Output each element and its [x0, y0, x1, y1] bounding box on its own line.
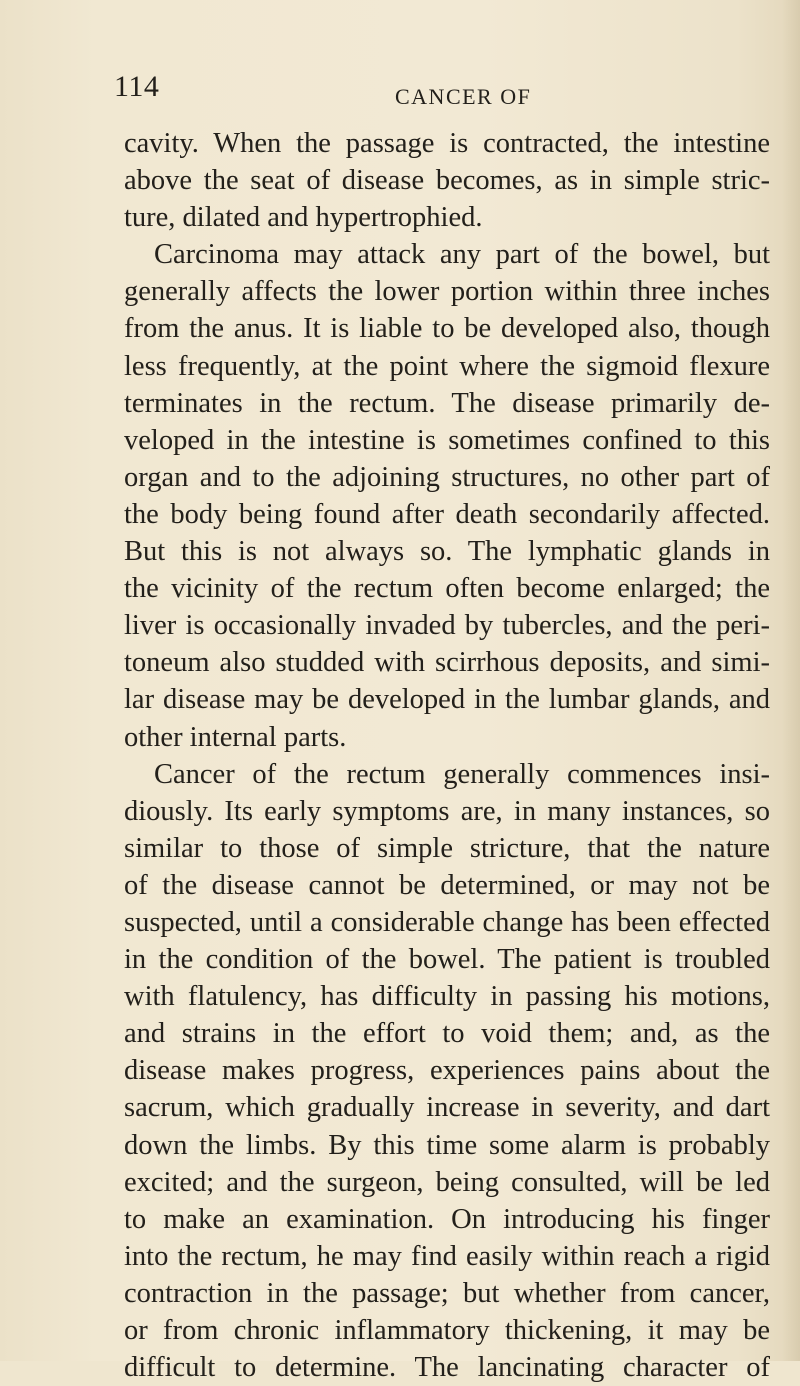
- text-line: into the rectum, he may find easily within reach a rigid: [124, 1240, 770, 1272]
- text-line: the body being found after death secondarily affected.: [124, 498, 770, 530]
- page-edge-shadow: [782, 0, 800, 1361]
- text-line: Cancer of the rectum generally commences insi-: [154, 758, 770, 790]
- text-line: suspected, until a considerable change has been effected: [124, 906, 770, 938]
- text-line: liver is occasionally invaded by tubercles, and the peri-: [124, 610, 770, 642]
- text-line: diously. Its early symptoms are, in many instances, so: [124, 795, 770, 827]
- text-line: excited; and the surgeon, being consulted, will be led: [124, 1166, 770, 1198]
- text-line: the vicinity of the rectum often become enlarged; the: [124, 573, 770, 605]
- text-line: above the seat of disease becomes, as in simple stric-: [124, 165, 770, 197]
- text-line: similar to those of simple stricture, that the nature: [124, 832, 770, 864]
- text-line: with flatulency, has difficulty in passing his motions,: [124, 981, 770, 1013]
- page-number: 114: [114, 70, 160, 103]
- text-line: disease makes progress, experiences pains about the: [124, 1055, 770, 1087]
- text-line: Carcinoma may attack any part of the bowel, but: [154, 239, 770, 271]
- text-line: difficult to determine. The lancinating character of: [124, 1352, 770, 1384]
- text-line: cavity. When the passage is contracted, the intestine: [124, 128, 770, 159]
- text-line: down the limbs. By this time some alarm is probably: [124, 1129, 770, 1161]
- text-line: and strains in the effort to void them; and, as the: [124, 1018, 770, 1050]
- text-line: ture, dilated and hypertrophied.: [124, 202, 483, 234]
- text-line: organ and to the adjoining structures, no other part of: [124, 461, 770, 493]
- body-text: [124, 125, 770, 1386]
- text-line: terminates in the rectum. The disease primarily de-: [124, 387, 770, 419]
- text-line: to make an examination. On introducing his finger: [124, 1203, 770, 1235]
- text-line: toneum also studded with scirrhous deposits, and simi-: [124, 647, 770, 679]
- text-line: veloped in the intestine is sometimes confined to this: [124, 424, 770, 456]
- text-line: or from chronic inflammatory thickening, it may be: [124, 1315, 770, 1346]
- text-line: in the condition of the bowel. The patient is troubled: [124, 944, 770, 976]
- text-line: of the disease cannot be determined, or may not be: [124, 869, 770, 901]
- text-line: generally affects the lower portion within three inches: [124, 276, 770, 308]
- text-line: But this is not always so. The lymphatic glands in: [124, 536, 770, 568]
- text-line: from the anus. It is liable to be developed also, though: [124, 313, 770, 345]
- text-line: other internal parts.: [124, 721, 347, 753]
- text-line: lar disease may be developed in the lumbar glands, and: [124, 684, 770, 716]
- text-line: sacrum, which gradually increase in severity, and dart: [124, 1092, 770, 1124]
- text-line: contraction in the passage; but whether from cancer,: [124, 1277, 770, 1309]
- text-line: less frequently, at the point where the sigmoid flexure: [124, 350, 770, 382]
- running-head: CANCER OF: [395, 84, 532, 109]
